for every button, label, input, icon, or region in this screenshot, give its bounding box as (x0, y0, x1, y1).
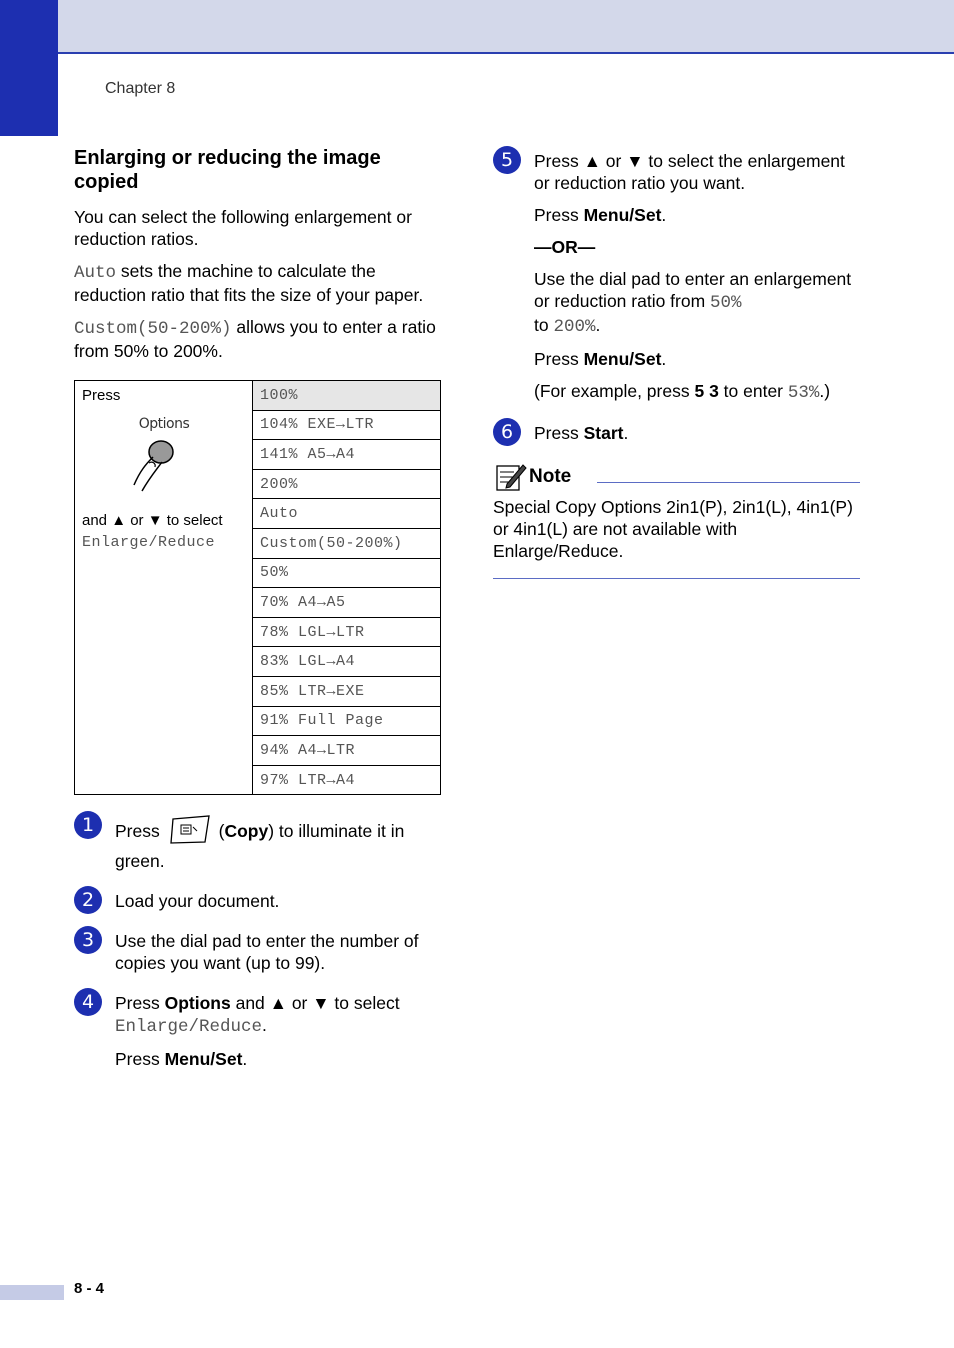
step-2 (74, 890, 444, 912)
menu-set-key-name: Menu/Set (583, 349, 662, 369)
custom-description (74, 316, 444, 362)
options-key-label: Options (138, 416, 190, 432)
press-label: Press (82, 387, 121, 404)
step-text: Press (115, 993, 165, 1014)
step-text: (For example, press (534, 381, 695, 401)
table-row: 85% LTR→EXE (253, 676, 441, 706)
step-text: Press (534, 349, 584, 369)
right-column (493, 146, 863, 579)
step-text: ) to illuminate it in green. (115, 821, 405, 872)
step-text: . (661, 349, 667, 369)
step-3 (74, 930, 444, 974)
step-text: Press (534, 205, 584, 225)
page-number: 8 - 4 (74, 1280, 105, 1297)
step-text: Press (534, 423, 584, 443)
step-number: 4 (74, 988, 102, 1016)
step-text: Use the dial pad to enter the number of copies you want (up to 99). (115, 931, 419, 974)
table-row: 200% (253, 469, 441, 499)
note-rule (597, 482, 860, 483)
note-body: Special Copy Options 2in1(P), 2in1(L), 4in1(P) or 4in1(L) are not available with Enlarge/Reduce. (493, 497, 853, 561)
step-text: Press (115, 821, 165, 842)
ratio-table (74, 380, 441, 795)
step-text: Press ▲ or ▼ to select the enlargement or reduction ratio you want. (534, 151, 845, 193)
example-code: 53% (787, 383, 820, 403)
ratio-max-code: 200% (553, 317, 596, 337)
menu-set-key-name: Menu/Set (583, 205, 662, 225)
step-5 (493, 150, 863, 404)
step-text: ( (218, 821, 225, 842)
step-number: 1 (74, 811, 102, 839)
footer-bar (0, 1285, 64, 1300)
table-row: 91% Full Page (253, 706, 441, 736)
step-1 (74, 815, 444, 872)
enlarge-reduce-code: Enlarge/Reduce (82, 534, 216, 551)
step-text: . (623, 423, 629, 443)
enlarge-reduce-code: Enlarge/Reduce (115, 1017, 263, 1038)
chapter-tab (0, 0, 58, 136)
custom-code: Custom(50-200%) (74, 319, 232, 339)
step-text: . (661, 205, 667, 225)
options-key-name: Options (164, 993, 231, 1014)
table-row: Auto (253, 499, 441, 529)
table-row: 100% (253, 381, 441, 411)
table-row: 97% LTR→A4 (253, 765, 441, 795)
and-arrows-text: and ▲ or ▼ to select (82, 512, 223, 529)
table-row: 141% A5→A4 (253, 440, 441, 470)
table-row: Custom(50-200%) (253, 528, 441, 558)
copy-key-name: Copy (224, 821, 269, 842)
step-text: Press (115, 1049, 165, 1070)
table-row: 94% A4→LTR (253, 736, 441, 766)
table-row: 83% LGL→A4 (253, 647, 441, 677)
step-text: . (262, 1015, 267, 1036)
table-instruction-cell (75, 381, 253, 795)
section-title: Enlarging or reducing the image copied (74, 147, 381, 193)
ratio-min-code: 50% (710, 293, 742, 313)
custom-desc: allows you to enter a ratio from 50% to 200%. (74, 317, 436, 361)
intro-text: You can select the following enlargement or reduction ratios. (74, 207, 412, 249)
step-text: Use the dial pad to enter an enlargement or reduction ratio from (534, 269, 852, 311)
note-title: Note (529, 466, 572, 487)
or-separator: —OR— (534, 237, 596, 257)
chapter-label: Chapter 8 (105, 80, 176, 97)
note-box (493, 462, 863, 579)
note-pencil-icon (495, 462, 527, 497)
copy-key-icon (169, 815, 213, 850)
auto-code: Auto (74, 263, 117, 283)
table-row: 50% (253, 558, 441, 588)
step-text: and ▲ or ▼ to select (230, 993, 400, 1014)
step-number: 5 (493, 146, 521, 174)
header-band (0, 0, 954, 54)
left-column (74, 146, 444, 1088)
table-row: 78% LGL→LTR (253, 617, 441, 647)
auto-desc: sets the machine to calculate the reduction ratio that fits the size of your paper. (74, 261, 424, 305)
step-text: Load your document. (115, 891, 280, 912)
finger-press-icon (128, 437, 246, 500)
step-number: 3 (74, 926, 102, 954)
step-text: to enter (718, 381, 788, 401)
table-row: 70% A4→A5 (253, 588, 441, 618)
step-text: to (534, 315, 554, 335)
table-row: 104% EXE→LTR (253, 410, 441, 440)
step-number: 6 (493, 418, 521, 446)
step-text: .) (819, 381, 831, 401)
start-key-name: Start (583, 423, 624, 443)
step-number: 2 (74, 886, 102, 914)
step-4 (74, 992, 444, 1070)
step-text: . (595, 315, 601, 335)
step-6 (493, 422, 863, 444)
example-keys: 5 3 (694, 381, 719, 401)
auto-description (74, 260, 444, 306)
menu-set-key-name: Menu/Set (164, 1049, 243, 1070)
step-text: . (242, 1049, 248, 1070)
note-bottom-rule (493, 578, 860, 579)
